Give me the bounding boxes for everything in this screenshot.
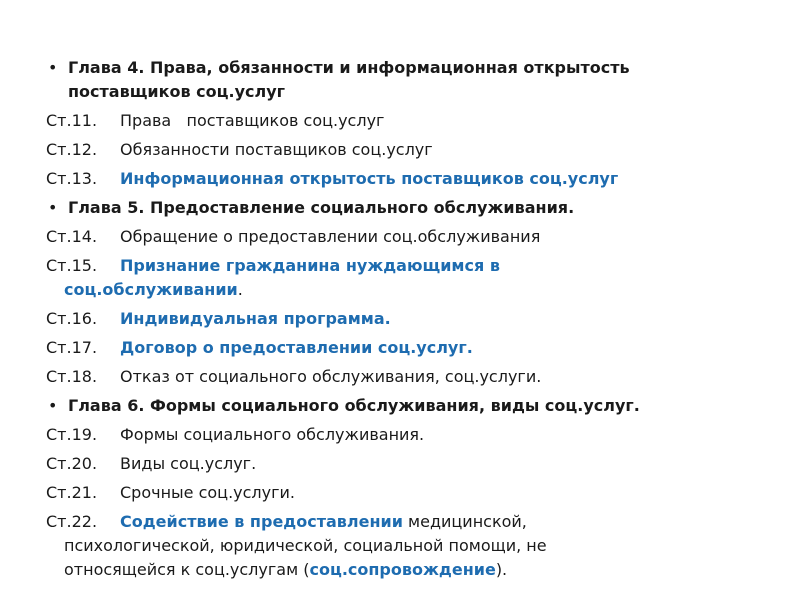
article-title: Формы социального обслуживания. bbox=[120, 425, 425, 444]
article-number: Ст.17. bbox=[46, 338, 98, 357]
article-title-tail: . bbox=[237, 280, 243, 299]
article-17 bbox=[46, 336, 766, 360]
article-22-highlight-support: соц.сопровождение bbox=[309, 560, 496, 579]
chapter-4-heading bbox=[46, 56, 766, 104]
article-22-line-2: психологической, юридической, социальной помощи, не bbox=[64, 536, 547, 555]
article-title-highlighted-continuation: соц.обслуживании bbox=[64, 280, 238, 299]
article-16 bbox=[46, 307, 766, 331]
article-title-highlighted: Признание гражданина нуждающимся в bbox=[120, 256, 500, 275]
article-number: Ст.12. bbox=[46, 140, 98, 159]
article-title: медицинской, bbox=[402, 512, 527, 531]
article-number: Ст.13. bbox=[46, 169, 98, 188]
article-14 bbox=[46, 225, 766, 249]
chapter-5-title: Глава 5. Предоставление социального обслуживания. bbox=[68, 198, 575, 217]
article-title-highlighted: Информационная открытость поставщиков соц.услуг bbox=[120, 169, 619, 188]
article-title: Права поставщиков соц.услуг bbox=[120, 111, 385, 130]
chapter-4-title: Глава 4. Права, обязанности и информационная открытость bbox=[68, 58, 630, 77]
article-21 bbox=[46, 481, 766, 505]
article-19 bbox=[46, 423, 766, 447]
article-13 bbox=[46, 167, 766, 191]
article-title-highlighted: Содействие в предоставлении bbox=[120, 512, 403, 531]
article-15 bbox=[46, 254, 766, 302]
chapter-5-heading bbox=[46, 196, 766, 220]
bullet-icon: • bbox=[48, 396, 58, 415]
article-title: Обращение о предоставлении соц.обслуживания bbox=[120, 227, 541, 246]
article-number: Ст.14. bbox=[46, 227, 98, 246]
article-title-highlighted: Индивидуальная программа. bbox=[120, 309, 391, 328]
article-12 bbox=[46, 138, 766, 162]
article-22-line-3: относящейся к соц.услугам ( bbox=[64, 560, 310, 579]
article-title: Отказ от социального обслуживания, соц.услуги. bbox=[120, 367, 542, 386]
article-title: Обязанности поставщиков соц.услуг bbox=[120, 140, 433, 159]
article-title: Срочные соц.услуги. bbox=[120, 483, 296, 502]
article-number: Ст.16. bbox=[46, 309, 98, 328]
bullet-icon: • bbox=[48, 58, 58, 77]
bullet-icon: • bbox=[48, 198, 58, 217]
chapter-6-title: Глава 6. Формы социального обслуживания, виды соц.услуг. bbox=[68, 396, 640, 415]
chapter-4-title-continuation: поставщиков соц.услуг bbox=[68, 82, 286, 101]
article-number: Ст.18. bbox=[46, 367, 98, 386]
article-title-highlighted: Договор о предоставлении соц.услуг. bbox=[120, 338, 473, 357]
article-number: Ст.15. bbox=[46, 256, 98, 275]
outline-list bbox=[46, 56, 766, 582]
article-22 bbox=[46, 510, 766, 582]
article-20 bbox=[46, 452, 766, 476]
article-22-line-3-end: ). bbox=[495, 560, 508, 579]
article-number: Ст.22. bbox=[46, 512, 98, 531]
article-number: Ст.20. bbox=[46, 454, 98, 473]
article-title: Виды соц.услуг. bbox=[120, 454, 257, 473]
article-number: Ст.19. bbox=[46, 425, 98, 444]
chapter-6-heading bbox=[46, 394, 766, 418]
article-18 bbox=[46, 365, 766, 389]
article-number: Ст.21. bbox=[46, 483, 98, 502]
article-number: Ст.11. bbox=[46, 111, 98, 130]
article-11 bbox=[46, 109, 766, 133]
